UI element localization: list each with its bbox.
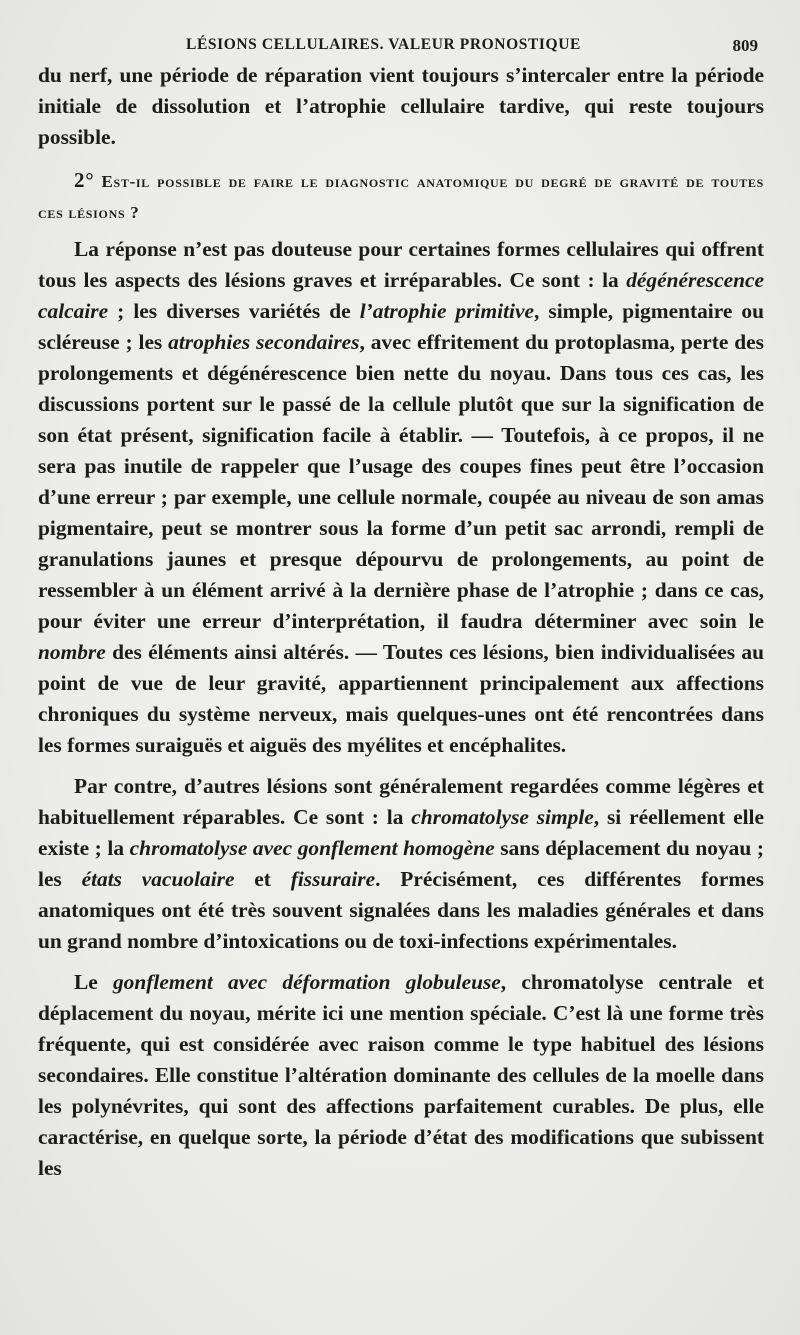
term-atrophies-secondaires: atrophies secondaires	[168, 330, 360, 354]
running-header	[38, 30, 764, 60]
term-atrophie-primitive: l’atrophie primitive	[359, 299, 534, 323]
term-gonflement-deformation: gonflement avec déformation globuleuse	[112, 970, 501, 994]
running-title: LÉSIONS CELLULAIRES. VALEUR PRONOSTIQUE	[186, 36, 581, 53]
section-number: 2°	[74, 168, 95, 192]
term-chromatolyse-gonflement: chromatolyse avec gonflement homogène	[129, 836, 495, 860]
term-chromatolyse-simple: chromatolyse simple	[411, 805, 594, 829]
term-degenerescence-calcaire: dégénérescence calcaire	[38, 268, 764, 323]
page-number: 809	[732, 36, 758, 55]
paragraph-gonflement: Le gonflement avec déformation globuleuse, chromatolyse centrale et déplacement du noyau, mérite ici une mention spéciale. C’est là une forme très fréquente, qui est considérée avec raison comme le type habituel des lésions secondaires. Elle constitue l’altération dominante des cellules de la moelle dans les polynévrites, qui sont des affections parfaitement curables. De plus, elle caractérise, en quelque sorte, la période d’état des modifications que subissent les	[38, 970, 764, 1180]
section-heading-text: Est-il possible de faire le diagnostic anatomique du degré de gravité de toutes ces lésions ?	[38, 172, 764, 222]
term-etats-vacuolaire: états vacuolaire	[81, 867, 235, 891]
paragraph-continued: du nerf, une période de réparation vient toujours s’intercaler entre la période initiale de dissolution et l’atrophie cellulaire tardive, qui reste toujours possible.	[38, 63, 764, 149]
body-text	[38, 60, 764, 1184]
term-nombre: nombre	[38, 640, 106, 664]
paragraph-reparable-lesions: Par contre, d’autres lésions sont généralement regardées comme légères et habituellement réparables. Ce sont : la chromatolyse simple, si réellement elle existe ; la chromatolyse avec gonflement homogène sans déplacement du noyau ; les états vacuolaire et fissuraire. Précisément, ces différentes formes anatomiques ont été très souvent signalées dans les maladies générales et dans un grand nombre d’intoxications ou de toxi-infections expérimentales.	[38, 774, 764, 953]
paragraph-irreparable-lesions: La réponse n’est pas douteuse pour certaines formes cellulaires qui offrent tous les aspects des lésions graves et irréparables. Ce sont : la dégénérescence calcaire ; les diverses variétés de l’atrophie primitive, simple, pigmentaire ou scléreuse ; les atrophies secondaires, avec effritement du protoplasma, perte des prolongements et dégénérescence bien nette du noyau. Dans tous ces cas, les discussions portent sur le passé de la cellule plutôt que sur la signification de son état présent, signification facile à établir. — Toutefois, à ce propos, il ne sera pas inutile de rappeler que l’usage des coupes fines peut être l’occasion d’une erreur ; par exemple, une cellule normale, coupée au niveau de son amas pigmentaire, peut se montrer sous la forme d’un petit sac arrondi, rempli de granulations jaunes et presque dépourvu de prolongements, au point de ressembler à un élément arrivé à la dernière phase de l’atrophie ; dans ce cas, pour éviter une erreur d’interprétation, il faudra déterminer avec soin le nombre des éléments ainsi altérés. — Toutes ces lésions, bien individualisées au point de vue de leur gravité, appartiennent principalement aux affections chroniques du système nerveux, mais quelques-unes ont été rencontrées dans les formes suraiguës et aiguës des myélites et encéphalites.	[38, 237, 764, 757]
term-fissuraire: fissuraire	[290, 867, 376, 891]
section-heading	[38, 165, 764, 228]
